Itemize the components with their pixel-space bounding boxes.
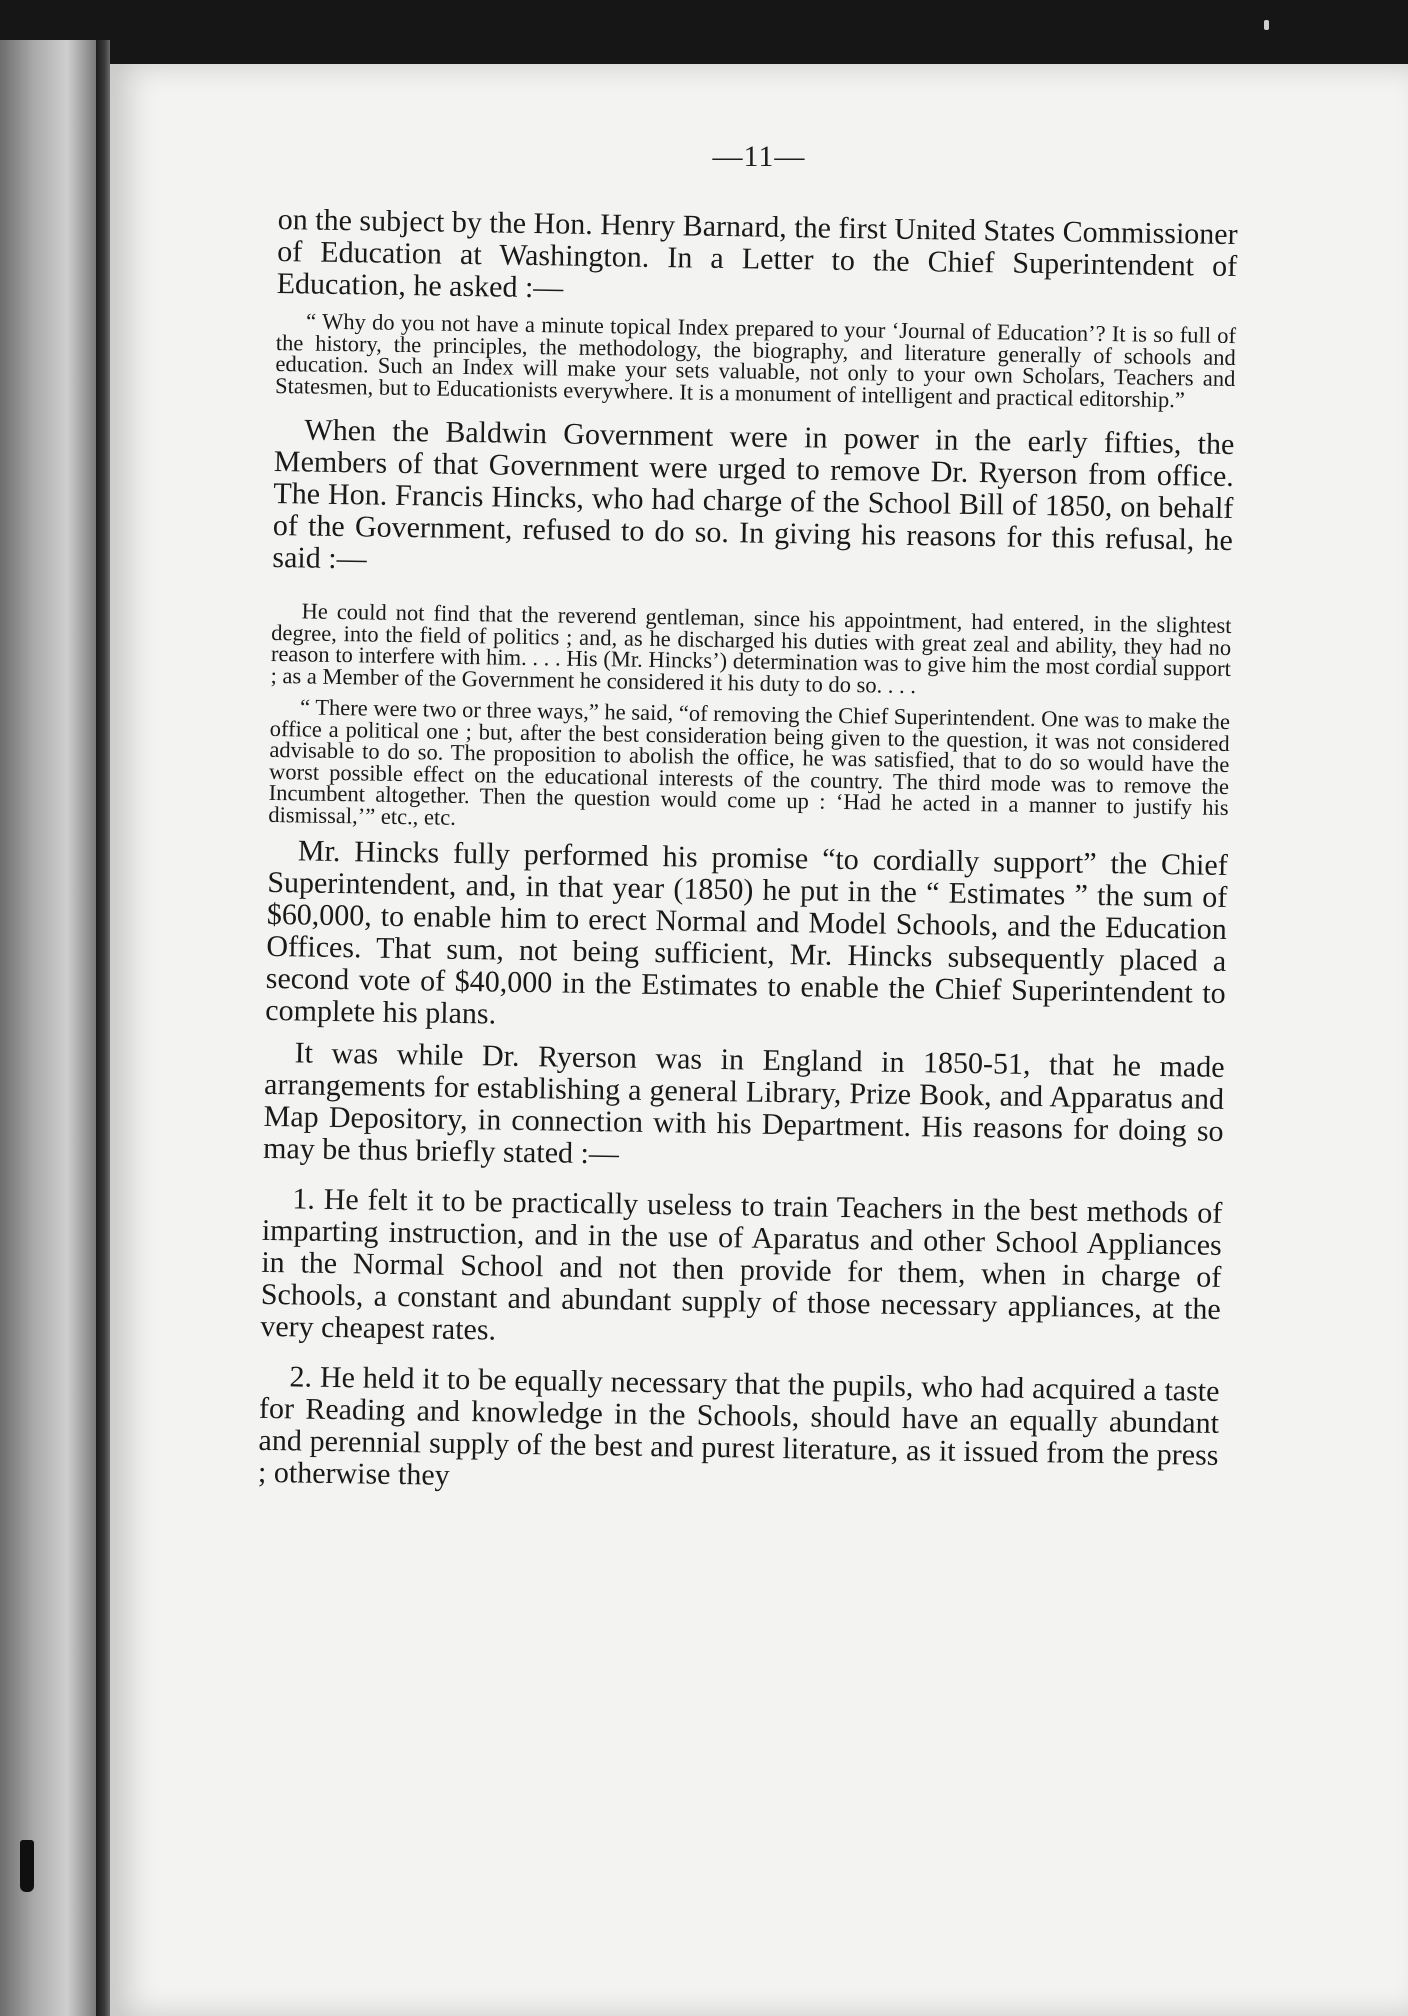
paragraph-reason-1: 1. He felt it to be practically useless to train Teachers in the best methods of imparting instruction, and in the use of Aparatus and other School Appliances in the Normal School and not then provide for them, when in charge of Schools, a constant and abundant supply of those necessary appliances, at the very cheapest rates. xyxy=(260,1182,1223,1347)
quote-hincks-support: He could not find that the reverend gentleman, since his appointment, had entered, in the slightest degree, into the field of politics ; and, as he discharged his duties with great zeal and ability, they had no reason to interfere with him. . . . His (Mr. Hincks’) determination was to give him the most cordial support ; as a Member of the Government he considered it his duty to do so. . . . xyxy=(270,598,1232,698)
scan-artifact xyxy=(20,1840,34,1892)
page-number: —11— xyxy=(712,140,806,173)
facing-page-edge xyxy=(0,40,96,2016)
paragraph-reason-2: 2. He held it to be equally necessary that the pupils, who had acquired a taste for Reading and knowledge in the Schools, should have an equally abundant and perennial supply of the best and purest literature, as it issued from the press ; otherwise they xyxy=(257,1360,1220,1492)
paragraph-library-depository: It was while Dr. Ryerson was in England in 1850-51, that he made arrangements for establishing a general Library, Prize Book, and Apparatus and Map Depository, in connection with his Department. His reasons for doing so may be thus briefly stated :— xyxy=(262,1036,1225,1171)
paragraph-barnard-intro: on the subject by the Hon. Henry Barnard, the first United States Commissioner of Education at Washington. In a Letter to the Chief Superintendent of Education, he asked :— xyxy=(276,203,1238,305)
quote-hincks-ways: “ There were two or three ways,” he said, “of removing the Chief Superintendent. One was to make the office a political one ; but, after the best consideration being given to the question, it was not considered advisable to do so. The proposition to abolish the office, he was satisfied, that to do so would have the worst possible effect on the educational interests of the country. The third mode was to remove the Incumbent altogether. Then the question would come up : ‘Had he acted in a manner to justify his dismissal,’” etc., etc. xyxy=(268,694,1231,830)
paragraph-estimates: Mr. Hincks fully performed his promise “to cordially support” the Chief Superintendent, and, in that year (1850) he put in the “ Estimates ” the sum of $60,000, to enable him to erect Normal and Model Schools, and the Education Offices. That sum, not being sufficient, Mr. Hincks subsequently placed a second vote of $40,000 in the Estimates to enable the Chief Superintendent to complete his plans. xyxy=(265,834,1228,1031)
quote-barnard-letter: “ Why do you not have a minute topical Index prepared to your ‘Journal of Education’? It is so full of the history, the principles, the methodology, the biography, and literature generally of schools and education. Such an Index will make your sets valuable, not only to your own Scholars, Teachers and Statesmen, but to Educationists everywhere. It is a monument of intelligent and practical editorship.” xyxy=(274,308,1237,412)
scan-speck xyxy=(1264,20,1269,30)
page-body xyxy=(258,204,1238,1504)
book-gutter xyxy=(96,40,110,2016)
paragraph-baldwin-government: When the Baldwin Government were in power in the early fifties, the Members of that Government were urged to remove Dr. Ryerson from office. The Hon. Francis Hincks, who had charge of the School Bill of 1850, on behalf of the Government, refused to do so. In giving his reasons for this refusal, he said :— xyxy=(272,413,1235,576)
book-page xyxy=(110,64,1408,2016)
